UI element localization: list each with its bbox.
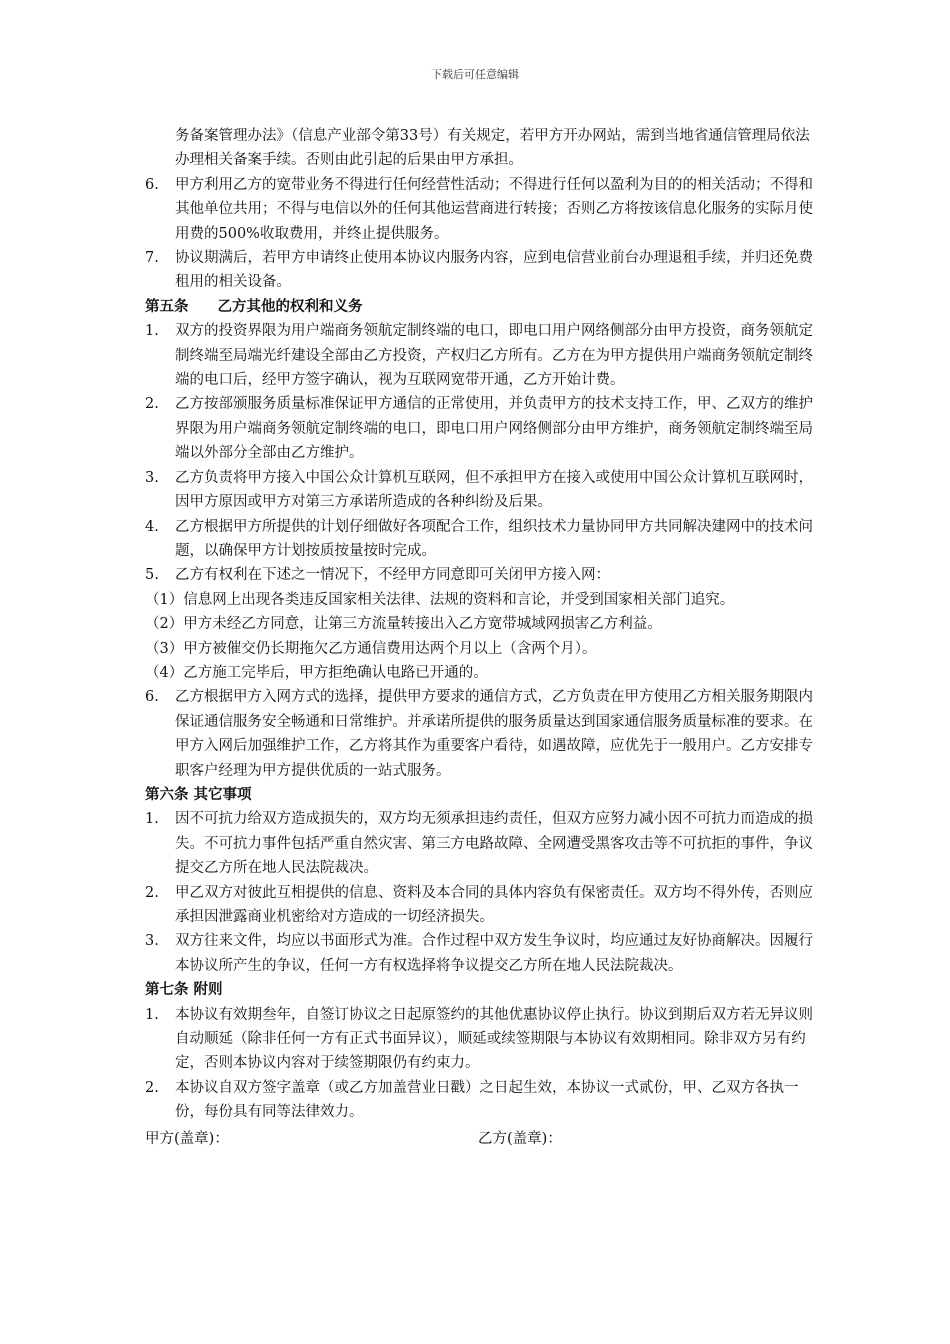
item-text: 乙方有权利在下述之一情况下，不经甲方同意即可关闭甲方接入网：	[175, 567, 610, 584]
list-item	[145, 563, 815, 587]
party-b-seal: 乙方(盖章)：	[478, 1130, 562, 1147]
item-number: 3.	[145, 469, 159, 486]
list-item	[145, 246, 815, 295]
section-heading: 第六条 其它事项	[145, 785, 252, 803]
item-text: 乙方根据甲方入网方式的选择，提供甲方要求的通信方式，乙方负责在甲方使用乙方相关服务期限内保证通信服务安全畅通和日常维护。并承诺所提供的服务质量达到国家通信服务质量标准的要求。在甲方入网后加强维护工作，乙方将其作为重要客户看待，如遇故障，应优先于一般用户。乙方安排专职客户经理为甲方提供优质的一站式服务。	[175, 689, 813, 779]
item-number: 6.	[145, 176, 159, 193]
sub-clause: （3）甲方被催交仍长期拖欠乙方通信费用达两个月以上（含两个月）。	[145, 640, 597, 657]
item-number: 3.	[145, 933, 159, 950]
item-text: 乙方根据甲方所提供的计划仔细做好各项配合工作，组织技术力量协同甲方共同解决建网中的技术问题，以确保甲方计划按质按量按时完成。	[175, 518, 813, 559]
item-text: 双方的投资界限为用户端商务领航定制终端的电口，即电口用户网络侧部分由甲方投资，商务领航定制终端至局端光纤建设全部由乙方投资，产权归乙方所有。乙方在为甲方提供用户端商务领航定制终端的电口后，经甲方签字确认，视为互联网宽带开通，乙方开始计费。	[175, 323, 813, 389]
item-number: 1.	[145, 323, 159, 340]
list-item	[145, 466, 815, 515]
item-text: 乙方按部颁服务质量标准保证甲方通信的正常使用，并负责甲方的技术支持工作，甲、乙双方的维护界限为用户端商务领航定制终端的电口，即电口用户网络侧部分由甲方维护，商务领航定制终端至局端以外部分全部由乙方维护。	[175, 396, 813, 462]
list-item	[145, 1003, 815, 1076]
sub-clause: （2）甲方未经乙方同意，让第三方流量转接出入乙方宽带城域网损害乙方利益。	[145, 616, 662, 633]
list-item	[145, 392, 815, 465]
item-number: 2.	[145, 884, 159, 901]
list-item	[145, 1076, 815, 1125]
item-text: 双方往来文件，均应以书面形式为准。合作过程中双方发生争议时，均应通过友好协商解决。因履行本协议所产生的争议，任何一方有权选择将争议提交乙方所在地人民法院裁决。	[175, 933, 813, 974]
list-item	[145, 319, 815, 392]
item-text: 因不可抗力给双方造成损失的，双方均无须承担违约责任，但双方应努力减小因不可抗力而造成的损失。不可抗力事件包括严重自然灾害、第三方电路故障、全网遭受黑客攻击等不可抗拒的事件，争议提交乙方所在地人民法院裁决。	[175, 811, 813, 877]
list-item	[145, 929, 815, 978]
item-number: 2.	[145, 396, 159, 413]
sub-clause: （1）信息网上出现各类违反国家相关法律、法规的资料和言论，并受到国家相关部门追究。	[145, 591, 735, 608]
party-a-seal: 甲方(盖章)：	[145, 1130, 229, 1147]
item-text: 本协议自双方签字盖章（或乙方加盖营业日戳）之日起生效，本协议一式贰份，甲、乙双方各执一份，每份具有同等法律效力。	[175, 1079, 799, 1121]
list-item	[145, 881, 815, 930]
sub-clause: （4）乙方施工完毕后，甲方拒绝确认电路已开通的。	[145, 664, 488, 681]
item-text: 甲方利用乙方的宽带业务不得进行任何经营性活动；不得进行任何以盈利为目的的相关活动；不得和其他单位共用；不得与电信以外的任何其他运营商进行转接；否则乙方将按该信息化服务的实际月使用费的500%收取费用，并终止提供服务。	[175, 176, 813, 242]
item-text: 甲乙双方对彼此互相提供的信息、资料及本合同的具体内容负有保密责任。双方均不得外传，否则应承担因泄露商业机密给对方造成的一切经济损失。	[175, 884, 813, 925]
list-item	[145, 173, 815, 246]
list-item	[145, 807, 815, 880]
section-heading: 第五条 乙方其他的权利和义务	[145, 297, 363, 315]
item-text: 乙方负责将甲方接入中国公众计算机互联网，但不承担甲方在接入或使用中国公众计算机互联网时，因甲方原因或甲方对第三方承诺所造成的各种纠纷及后果。	[175, 469, 813, 511]
signature-line	[145, 1127, 815, 1151]
page-header: 下载后可任意编辑	[431, 68, 519, 81]
document-body	[145, 124, 815, 1151]
item-text: 协议期满后，若甲方申请终止使用本协议内服务内容，应到电信营业前台办理退租手续，并归还免费租用的相关设备。	[175, 250, 813, 291]
item-number: 1.	[145, 1006, 159, 1023]
item-number: 7.	[145, 250, 159, 267]
item-number: 1.	[145, 811, 159, 828]
list-item	[145, 685, 815, 783]
item-number: 2.	[145, 1079, 159, 1096]
item-number: 5.	[145, 567, 159, 584]
item-number: 6.	[145, 689, 159, 706]
continuation-paragraph: 务备案管理办法》（信息产业部令第33号）有关规定，若甲方开办网站，需到当地省通信管理局依法办理相关备案手续。否则由此引起的后果由甲方承担。	[175, 128, 810, 169]
item-text: 本协议有效期叁年，自签订协议之日起原签约的其他优惠协议停止执行。协议到期后双方若无异议则自动顺延（除非任何一方有正式书面异议），顺延或续签期限与本协议有效期相同。除非双方另有约定，否则本协议内容对于续签期限仍有约束力。	[175, 1006, 813, 1072]
section-heading: 第七条 附则	[145, 981, 223, 999]
list-item	[145, 515, 815, 564]
item-number: 4.	[145, 518, 159, 535]
